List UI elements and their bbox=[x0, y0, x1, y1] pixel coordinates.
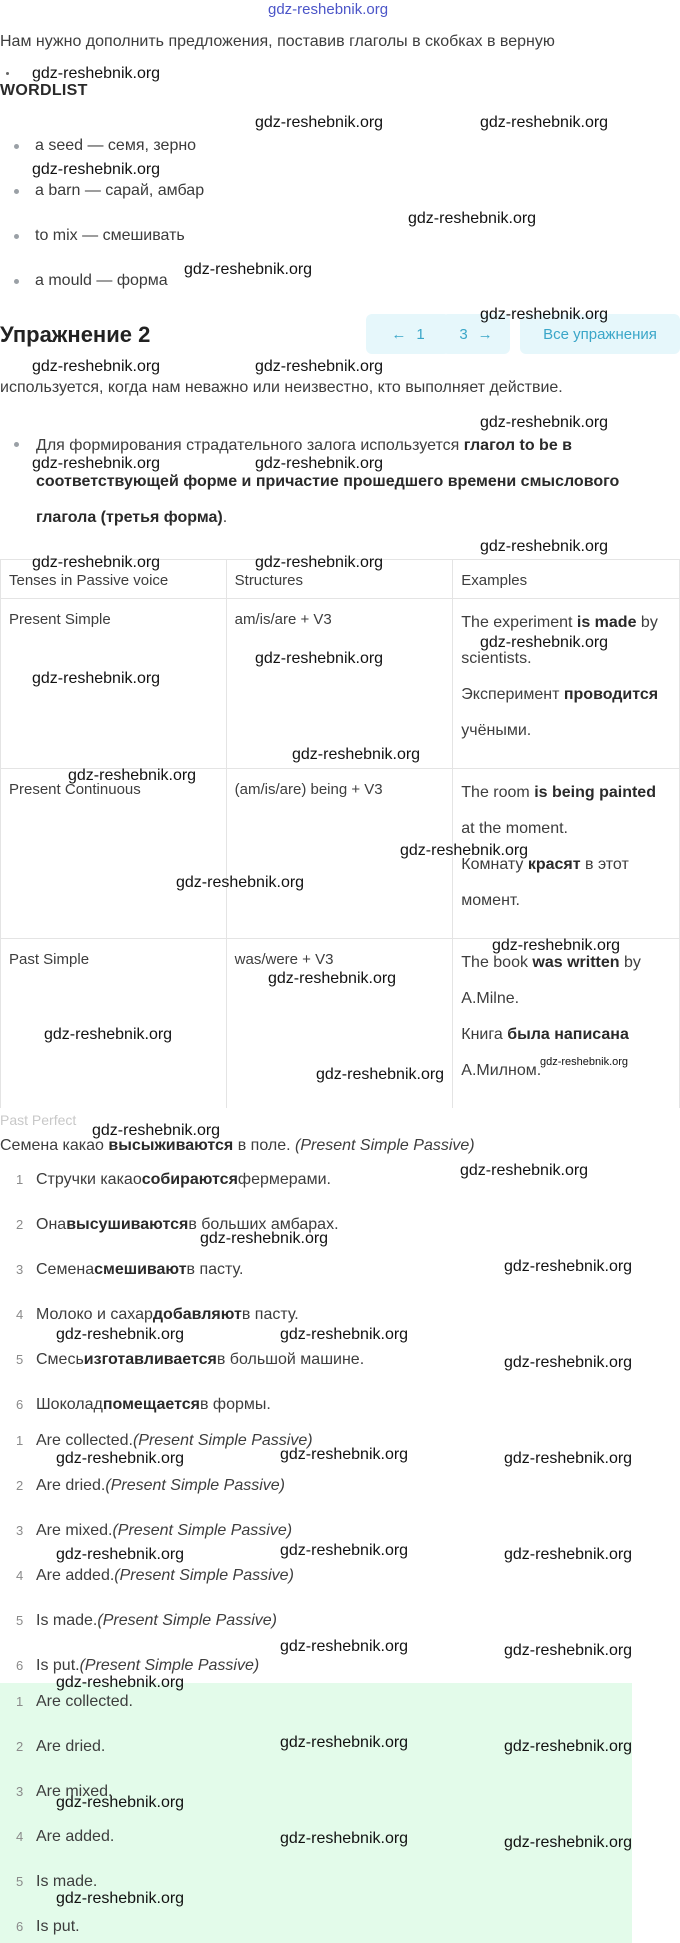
watermark: gdz-reshebnik.org bbox=[56, 1674, 185, 1691]
answer-item: 6 Is put. bbox=[16, 1918, 80, 1935]
list-item: 1 Are collected. (Present Simple Passive) bbox=[16, 1432, 313, 1449]
watermark: gdz-reshebnik.org bbox=[92, 1122, 221, 1139]
table-header: Examples bbox=[453, 560, 680, 599]
watermark: gdz-reshebnik.org bbox=[280, 1830, 409, 1847]
intro-text: Нам нужно дополнить предложения, поставив глаголы в скобках в верную bbox=[0, 33, 555, 50]
table-row: Past Simple was/were + V3 The book was written by A.Milne. Книга была написана A.Милном. bbox=[1, 939, 680, 1109]
watermark: gdz-reshebnik.org bbox=[280, 1446, 409, 1463]
list-item: 6 Is put. (Present Simple Passive) bbox=[16, 1657, 260, 1674]
watermark: gdz-reshebnik.org bbox=[504, 1834, 633, 1851]
list-item: 3 Семена смешивают в пасту. bbox=[16, 1261, 244, 1278]
list-item: 6 Шоколад помещается в формы. bbox=[16, 1396, 271, 1413]
watermark: gdz-reshebnik.org bbox=[176, 874, 305, 891]
watermark: gdz-reshebnik.org bbox=[200, 1230, 329, 1247]
watermark: gdz-reshebnik.org bbox=[504, 1546, 633, 1563]
example-line: Семена какао высыживаются в поле. (Present Simple Passive) bbox=[0, 1137, 475, 1154]
table-row: Present Continuous (am/is/are) being + V3 The room is being painted at the moment. Комнату красят в этот момент. bbox=[1, 769, 680, 939]
watermark: gdz-reshebnik.org bbox=[280, 1734, 409, 1751]
watermark: gdz-reshebnik.org bbox=[255, 455, 384, 472]
answer-item: 3 Are mixed. bbox=[16, 1783, 113, 1800]
watermark: gdz-reshebnik.org bbox=[316, 1066, 445, 1083]
list-item: 1 Стручки какао собираются фермерами. bbox=[16, 1171, 331, 1188]
watermark: gdz-reshebnik.org bbox=[480, 414, 609, 431]
exercise-title: Упражнение 2 bbox=[0, 322, 151, 347]
watermark: gdz-reshebnik.org bbox=[400, 842, 529, 859]
watermark: gdz-reshebnik.org bbox=[280, 1326, 409, 1343]
watermark: gdz-reshebnik.org bbox=[268, 970, 397, 987]
watermark: gdz-reshebnik.org bbox=[280, 1542, 409, 1559]
watermark: gdz-reshebnik.org bbox=[68, 767, 197, 784]
watermark: gdz-reshebnik.org bbox=[255, 114, 384, 131]
watermark: gdz-reshebnik.org bbox=[56, 1326, 185, 1343]
watermark: gdz-reshebnik.org bbox=[504, 1642, 633, 1659]
list-item: 2 Are dried. (Present Simple Passive) bbox=[16, 1477, 285, 1494]
watermark: gdz-reshebnik.org bbox=[255, 554, 384, 571]
list-item: 5 Смесь изготавливается в большой машине. bbox=[16, 1351, 365, 1368]
bullet-dot bbox=[14, 442, 19, 447]
watermark: gdz-reshebnik.org bbox=[504, 1738, 633, 1755]
wordlist-title: WORDLIST bbox=[0, 82, 88, 99]
watermark: gdz-reshebnik.org bbox=[56, 1450, 185, 1467]
arrow-right-icon: → bbox=[477, 325, 493, 343]
list-item: 2 Она высушиваются в больших амбарах. bbox=[16, 1216, 339, 1233]
arrow-left-icon: ← bbox=[391, 325, 407, 343]
info-text: используется, когда нам неважно или неизвестно, кто выполняет действие. bbox=[0, 379, 563, 396]
watermark: gdz-reshebnik.org bbox=[255, 358, 384, 375]
watermark: gdz-reshebnik.org bbox=[56, 1546, 185, 1563]
watermark: gdz-reshebnik.org bbox=[32, 161, 161, 178]
watermark: gdz-reshebnik.org bbox=[460, 1162, 589, 1179]
table-row: Present Simple am/is/are + V3 The experiment is made by scientists. Эксперимент проводится учёными. bbox=[1, 599, 680, 769]
wordlist-item: to mix — смешивать bbox=[14, 226, 185, 246]
watermark: gdz-reshebnik.org bbox=[408, 210, 537, 227]
answer-item: 4 Are added. bbox=[16, 1828, 115, 1845]
watermark: gdz-reshebnik.org bbox=[504, 1450, 633, 1467]
list-item: 5 Is made. (Present Simple Passive) bbox=[16, 1612, 277, 1629]
passive-rule: Для формирования страдательного залога используется глагол to be в соответствующей форме и причастие прошедшего времени смыслового глагола (третья форма). bbox=[36, 437, 620, 526]
watermark: gdz-reshebnik.org bbox=[255, 650, 384, 667]
watermark: gdz-reshebnik.org bbox=[32, 554, 161, 571]
watermark: gdz-reshebnik.org bbox=[56, 1794, 185, 1811]
watermark: gdz-reshebnik.org bbox=[32, 358, 161, 375]
watermark: gdz-reshebnik.org bbox=[480, 306, 609, 323]
wordlist-item: a seed — семя, зерно bbox=[14, 136, 196, 156]
table-header: Structures bbox=[226, 560, 453, 599]
faded-row: Past Perfect bbox=[0, 1112, 77, 1128]
watermark: gdz-reshebnik.org bbox=[540, 1056, 629, 1068]
watermark: gdz-reshebnik.org bbox=[32, 455, 161, 472]
prev-exercise-button[interactable]: ← 1 bbox=[366, 314, 450, 354]
watermark: gdz-reshebnik.org bbox=[44, 1026, 173, 1043]
all-exercises-button[interactable]: Все упражнения bbox=[520, 314, 680, 354]
list-item: 4 Are added. (Present Simple Passive) bbox=[16, 1567, 294, 1584]
watermark: gdz-reshebnik.org bbox=[280, 1638, 409, 1655]
wordlist-item: a barn — сарай, амбар bbox=[14, 181, 204, 201]
watermark: gdz-reshebnik.org bbox=[292, 746, 421, 763]
answer-item: 2 Are dried. bbox=[16, 1738, 106, 1755]
watermark: gdz-reshebnik.org bbox=[480, 114, 609, 131]
list-item: 3 Are mixed. (Present Simple Passive) bbox=[16, 1522, 293, 1539]
small-dot bbox=[6, 72, 9, 75]
watermark: gdz-reshebnik.org bbox=[492, 937, 621, 954]
list-item: 4 Молоко и сахар добавляют в пасту. bbox=[16, 1306, 299, 1323]
table-header: Tenses in Passive voice bbox=[1, 560, 227, 599]
watermark: gdz-reshebnik.org bbox=[480, 538, 609, 555]
watermark: gdz-reshebnik.org bbox=[184, 261, 313, 278]
answer-item: 1 Are collected. bbox=[16, 1693, 133, 1710]
watermark: gdz-reshebnik.org bbox=[32, 65, 161, 82]
watermark: gdz-reshebnik.org bbox=[56, 1890, 185, 1907]
answer-item: 5 Is made. bbox=[16, 1873, 98, 1890]
watermark: gdz-reshebnik.org bbox=[480, 634, 609, 651]
wordlist-item: a mould — форма bbox=[14, 271, 168, 291]
watermark: gdz-reshebnik.org bbox=[504, 1258, 633, 1275]
watermark-top: gdz-reshebnik.org bbox=[268, 1, 389, 18]
watermark: gdz-reshebnik.org bbox=[504, 1354, 633, 1371]
next-exercise-button[interactable]: 3 → bbox=[442, 314, 510, 354]
watermark: gdz-reshebnik.org bbox=[32, 670, 161, 687]
